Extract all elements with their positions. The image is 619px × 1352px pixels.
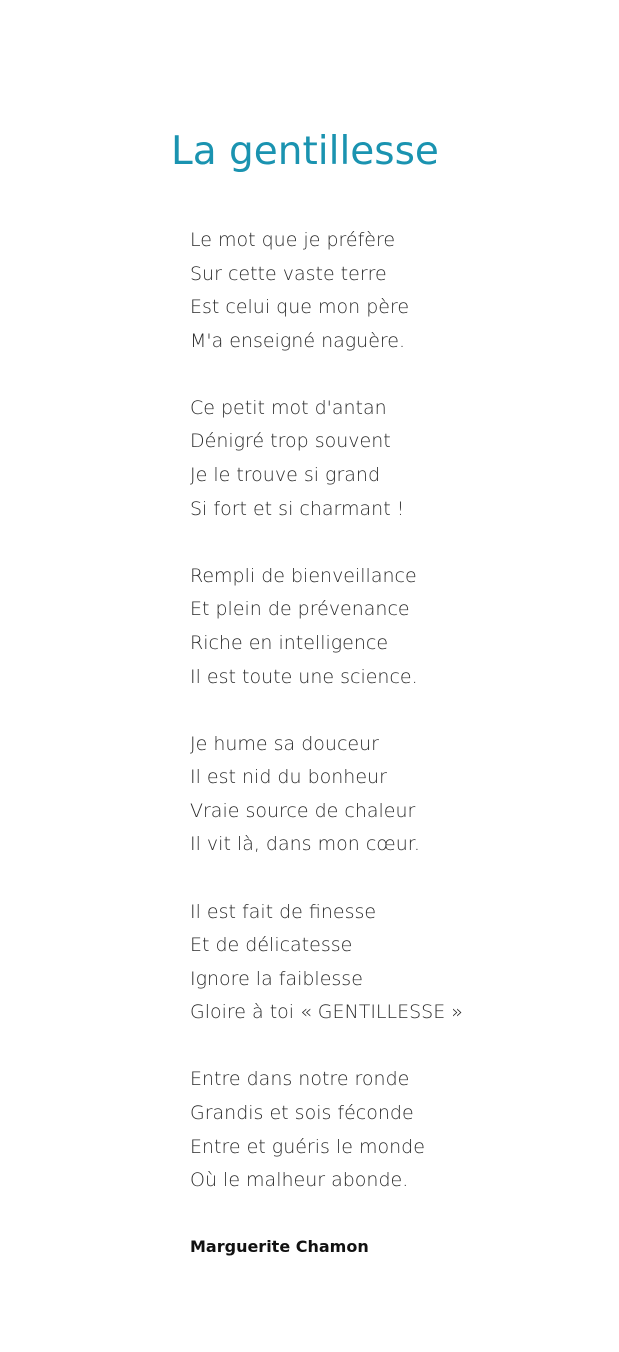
poem-line: Je le trouve si grand (190, 464, 380, 487)
poem-line: Dénigré trop souvent (190, 430, 391, 453)
poem-line: Rempli de bienveillance (190, 564, 417, 587)
stanza-1 (190, 224, 590, 358)
poem-line: Entre et guéris le monde (190, 1135, 425, 1158)
poem-line: Et plein de prévenance (190, 598, 410, 621)
poem-line: Gloire à toi « GENTILLESSE » (190, 1001, 463, 1024)
stanza-2 (190, 392, 590, 526)
stanza-5 (190, 896, 590, 1030)
poem-title: La gentillesse (171, 129, 439, 174)
poem-line: Et de délicatesse (190, 934, 353, 957)
poem-line: Il vit là, dans mon cœur. (190, 833, 420, 856)
poem-line: Ignore la faiblesse (190, 967, 363, 990)
poem-line: Il est nid du bonheur (190, 766, 387, 789)
poem-line: Est celui que mon père (190, 296, 410, 319)
poem-line: Il est toute une science. (190, 665, 418, 688)
poem-author: Marguerite Chamon (190, 1237, 369, 1256)
poem-line: Grandis et sois féconde (190, 1101, 414, 1124)
stanza-4 (190, 728, 590, 862)
stanza-3 (190, 560, 590, 694)
poem-line: Si fort et si charmant ! (190, 497, 405, 520)
poem-line: Sur cette vaste terre (190, 262, 387, 285)
poem-body (190, 224, 590, 1231)
poem-line: Le mot que je préfère (190, 229, 396, 251)
poem-line: M'a enseigné naguère. (190, 329, 406, 352)
poem-line: Ce petit mot d'antan (190, 396, 387, 419)
stanza-6 (190, 1063, 590, 1197)
poem-line: Où le malheur abonde. (190, 1169, 409, 1192)
poem-line: Je hume sa douceur (190, 732, 379, 755)
poem-line: Riche en intelligence (190, 631, 389, 654)
poem-line: Entre dans notre ronde (190, 1068, 410, 1091)
poem-line: Il est fait de finesse (190, 900, 377, 923)
poem-line: Vraie source de chaleur (190, 799, 416, 822)
